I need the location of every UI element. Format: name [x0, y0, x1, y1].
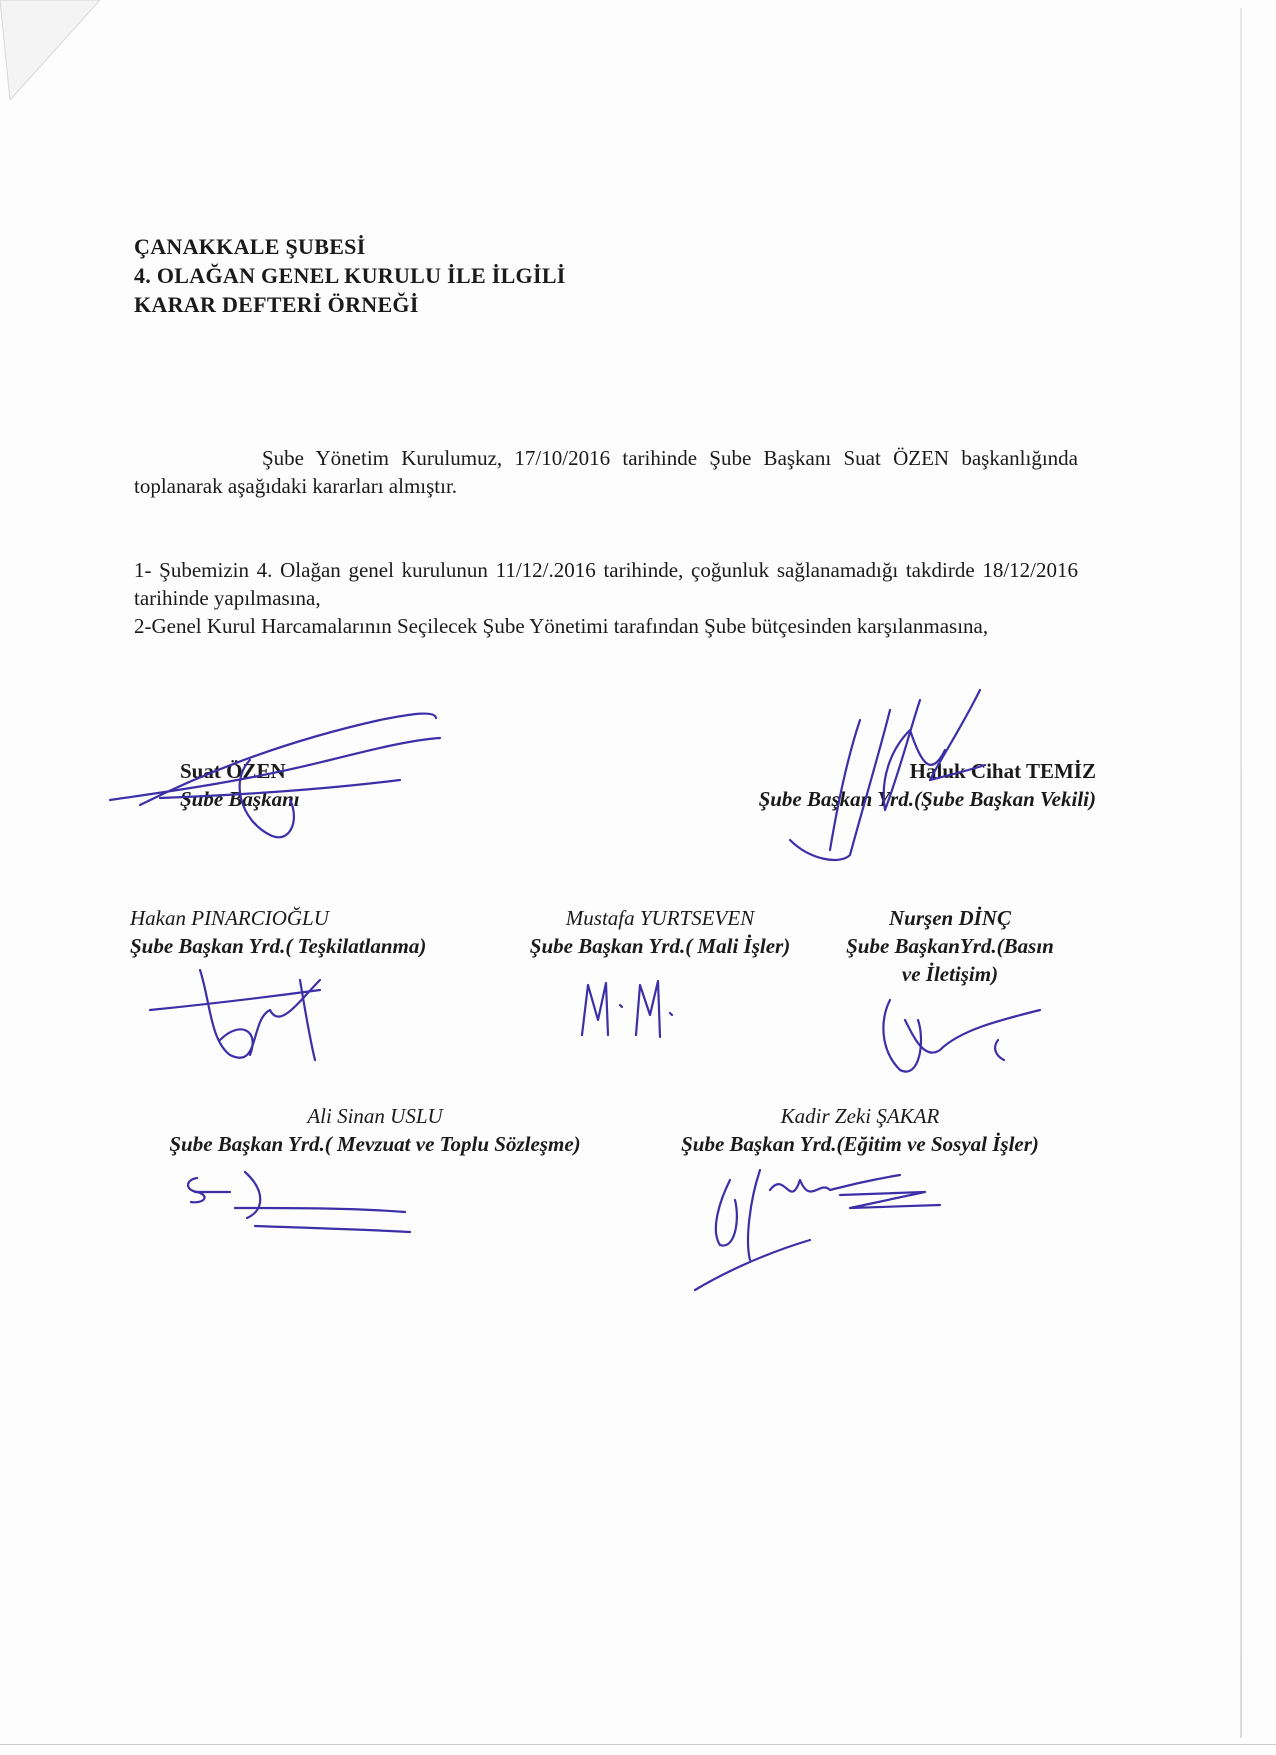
document-heading: [134, 232, 566, 319]
scan-corner-fold: [0, 0, 100, 100]
signatory-title: Şube Başkan Yrd.(Eğitim ve Sosyal İşler): [681, 1132, 1039, 1156]
intro-text: Şube Yönetim Kurulumuz, 17/10/2016 tarihinde Şube Başkanı Suat ÖZEN başkanlığında toplanarak aşağıdaki kararları almıştır.: [134, 446, 1078, 498]
signatory-title-line-2: ve İletişim): [901, 962, 999, 986]
signature-7-icon: [690, 1150, 970, 1300]
scan-bottom-edge: [0, 1744, 1276, 1745]
signatory-name: Ali Sinan USLU: [307, 1104, 443, 1128]
signatory-title: Şube Başkan Yrd.( Mevzuat ve Toplu Sözleşme): [169, 1132, 581, 1156]
signatory-name: Nurşen DİNÇ: [889, 906, 1011, 930]
signature-3-icon: [150, 960, 350, 1070]
signatory-name: Mustafa YURTSEVEN: [565, 906, 755, 930]
signatory-legislation: [125, 1102, 625, 1158]
signatory-organization: [130, 904, 426, 960]
decision-list: [134, 556, 1078, 640]
signature-2-icon: [770, 690, 1020, 870]
signatory-name: Haluk Cihat TEMİZ: [909, 759, 1096, 783]
heading-line-2: 4. OLAĞAN GENEL KURULU İLE İLGİLİ: [134, 263, 566, 288]
signatory-press: [822, 904, 1078, 988]
heading-line-3: KARAR DEFTERİ ÖRNEĞİ: [134, 292, 419, 317]
signatory-title: Şube Başkan Yrd.(Şube Başkan Vekili): [758, 787, 1096, 811]
decision-item-1: 1- Şubemizin 4. Olağan genel kurulunun 11/12/.2016 tarihinde, çoğunluk sağlanamadığı takdirde 18/12/2016 tarihinde yapılmasına,: [134, 558, 1078, 610]
intro-paragraph: [134, 444, 1078, 500]
signatory-name: Suat ÖZEN: [180, 759, 286, 783]
signatory-title: Şube BaşkanYrd.(Basın: [846, 934, 1054, 958]
signature-5-icon: [880, 990, 1050, 1090]
signatory-title: Şube Başkan Yrd.( Teşkilatlanma): [130, 934, 427, 958]
signatory-title: Şube Başkanı: [180, 787, 300, 811]
signature-4-icon: [580, 975, 690, 1045]
signatory-name: Hakan PINARCIOĞLU: [130, 906, 329, 930]
decision-item-2: 2-Genel Kurul Harcamalarının Seçilecek Şube Yönetimi tarafından Şube bütçesinden karşılanmasına,: [134, 614, 989, 638]
signatory-title: Şube Başkan Yrd.( Mali İşler): [529, 934, 791, 958]
signatory-finance: [505, 904, 815, 960]
signature-1-icon: [100, 700, 460, 850]
signatory-name: Kadir Zeki ŞAKAR: [780, 1104, 940, 1128]
scan-right-edge: [1240, 8, 1242, 1738]
signature-6-icon: [185, 1170, 415, 1240]
heading-line-1: ÇANAKKALE ŞUBESİ: [134, 234, 366, 259]
